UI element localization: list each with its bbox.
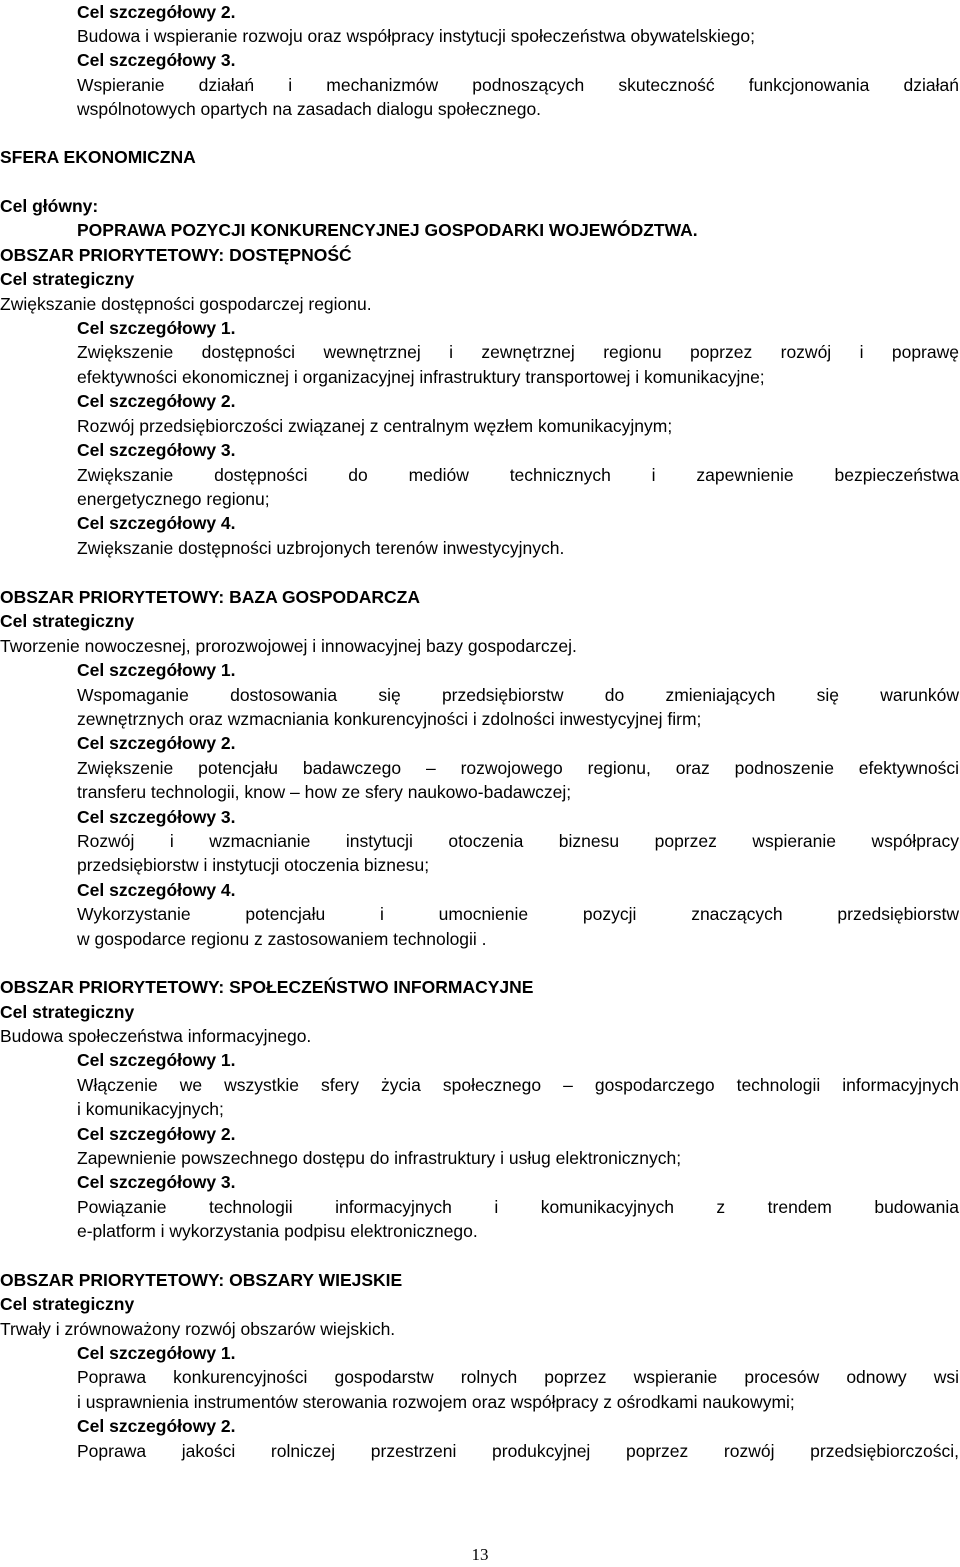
detailed-goal-text: Zwiększanie dostępności uzbrojonych terenów inwestycyjnych. xyxy=(77,538,565,558)
detailed-goal-text: Zwiększenie dostępności wewnętrznej i zewnętrznej regionu poprzez rozwój i poprawę xyxy=(77,342,959,362)
detailed-goal-text: e-platform i wykorzystania podpisu elektronicznego. xyxy=(77,1221,478,1241)
detailed-goal-text: Poprawa konkurencyjności gospodarstw rolnych poprzez wspieranie procesów odnowy wsi xyxy=(77,1367,959,1387)
detailed-goal-label: Cel szczegółowy 2. xyxy=(77,1124,236,1144)
detailed-goal-text: i komunikacyjnych; xyxy=(77,1099,224,1119)
main-goal-label: Cel główny: xyxy=(0,196,99,216)
detailed-goal-label: Cel szczegółowy 2. xyxy=(77,1416,236,1436)
detailed-goal-text: efektywności ekonomicznej i organizacyjnej infrastruktury transportowej i komunikacyjne; xyxy=(77,367,765,387)
page-number: 13 xyxy=(471,1545,489,1564)
detailed-goal-text: Rozwój przedsiębiorczości związanej z centralnym węzłem komunikacyjnym; xyxy=(77,416,673,436)
detailed-goal-label: Cel szczegółowy 2. xyxy=(77,391,236,411)
detailed-goal-text: Budowa i wspieranie rozwoju oraz współpracy instytucji społeczeństwa obywatelskiego; xyxy=(77,26,755,46)
detailed-goal-label: Cel szczegółowy 4. xyxy=(77,880,236,900)
detailed-goal-text: Rozwój i wzmacnianie instytucji otoczenia biznesu poprzez wspieranie współpracy xyxy=(77,831,959,851)
strategic-goal-label: Cel strategiczny xyxy=(0,1294,135,1314)
detailed-goal-label: Cel szczegółowy 2. xyxy=(77,733,236,753)
priority-area-heading: OBSZAR PRIORYTETOWY: SPOŁECZEŃSTWO INFORMACYJNE xyxy=(0,977,534,997)
priority-area-heading: OBSZAR PRIORYTETOWY: DOSTĘPNOŚĆ xyxy=(0,245,352,265)
detailed-goal-text: Zwiększenie potencjału badawczego – rozwojowego regionu, oraz podnoszenie efektywności xyxy=(77,758,959,778)
main-goal-text: POPRAWA POZYCJI KONKURENCYJNEJ GOSPODARKI WOJEWÓDZTWA. xyxy=(77,220,698,240)
detailed-goal-label: Cel szczegółowy 4. xyxy=(77,513,236,533)
detailed-goal-text: energetycznego regionu; xyxy=(77,489,270,509)
detailed-goal-label: Cel szczegółowy 2. xyxy=(77,2,236,22)
detailed-goal-label: Cel szczegółowy 3. xyxy=(77,440,236,460)
priority-area-heading: OBSZAR PRIORYTETOWY: OBSZARY WIEJSKIE xyxy=(0,1270,403,1290)
detailed-goal-text: Wspieranie działań i mechanizmów podnoszących skuteczność funkcjonowania działań xyxy=(77,75,959,95)
detailed-goal-text: Poprawa jakości rolniczej przestrzeni produkcyjnej poprzez rozwój przedsiębiorczości, xyxy=(77,1441,959,1461)
detailed-goal-text: Wykorzystanie potencjału i umocnienie pozycji znaczących przedsiębiorstw xyxy=(77,904,959,924)
detailed-goal-label: Cel szczegółowy 3. xyxy=(77,1172,236,1192)
detailed-goal-label: Cel szczegółowy 1. xyxy=(77,1343,236,1363)
detailed-goal-text: Powiązanie technologii informacyjnych i komunikacyjnych z trendem budowania xyxy=(77,1197,959,1217)
detailed-goal-text: przedsiębiorstw i instytucji otoczenia biznesu; xyxy=(77,855,430,875)
detailed-goal-label: Cel szczegółowy 1. xyxy=(77,1050,236,1070)
strategic-goal-label: Cel strategiczny xyxy=(0,1002,135,1022)
detailed-goal-text: i usprawnienia instrumentów sterowania rozwojem oraz współpracy z ośrodkami naukowymi; xyxy=(77,1392,795,1412)
strategic-goal-text: Tworzenie nowoczesnej, prorozwojowej i innowacyjnej bazy gospodarczej. xyxy=(0,636,577,656)
detailed-goal-text: Zapewnienie powszechnego dostępu do infrastruktury i usług elektronicznych; xyxy=(77,1148,682,1168)
strategic-goal-text: Trwały i zrównoważony rozwój obszarów wiejskich. xyxy=(0,1319,396,1339)
detailed-goal-label: Cel szczegółowy 3. xyxy=(77,807,236,827)
sphere-title: SFERA EKONOMICZNA xyxy=(0,147,196,167)
detailed-goal-text: wspólnotowych opartych na zasadach dialogu społecznego. xyxy=(77,99,542,119)
strategic-goal-label: Cel strategiczny xyxy=(0,611,135,631)
detailed-goal-text: Wspomaganie dostosowania się przedsiębiorstw do zmieniających się warunków xyxy=(77,685,959,705)
detailed-goal-text: zewnętrznych oraz wzmacniania konkurencyjności i zdolności inwestycyjnej firm; xyxy=(77,709,702,729)
detailed-goal-label: Cel szczegółowy 1. xyxy=(77,318,236,338)
strategic-goal-label: Cel strategiczny xyxy=(0,269,135,289)
strategic-goal-text: Zwiększanie dostępności gospodarczej regionu. xyxy=(0,294,372,314)
detailed-goal-label: Cel szczegółowy 3. xyxy=(77,50,236,70)
detailed-goal-text: Zwiększanie dostępności do mediów technicznych i zapewnienie bezpieczeństwa xyxy=(77,465,959,485)
detailed-goal-text: Włączenie we wszystkie sfery życia społecznego – gospodarczego technologii informacyjnych xyxy=(77,1075,959,1095)
strategic-goal-text: Budowa społeczeństwa informacyjnego. xyxy=(0,1026,312,1046)
detailed-goal-label: Cel szczegółowy 1. xyxy=(77,660,236,680)
detailed-goal-text: w gospodarce regionu z zastosowaniem technologii . xyxy=(77,929,487,949)
detailed-goal-text: transferu technologii, know – how ze sfery naukowo-badawczej; xyxy=(77,782,572,802)
priority-area-heading: OBSZAR PRIORYTETOWY: BAZA GOSPODARCZA xyxy=(0,587,420,607)
